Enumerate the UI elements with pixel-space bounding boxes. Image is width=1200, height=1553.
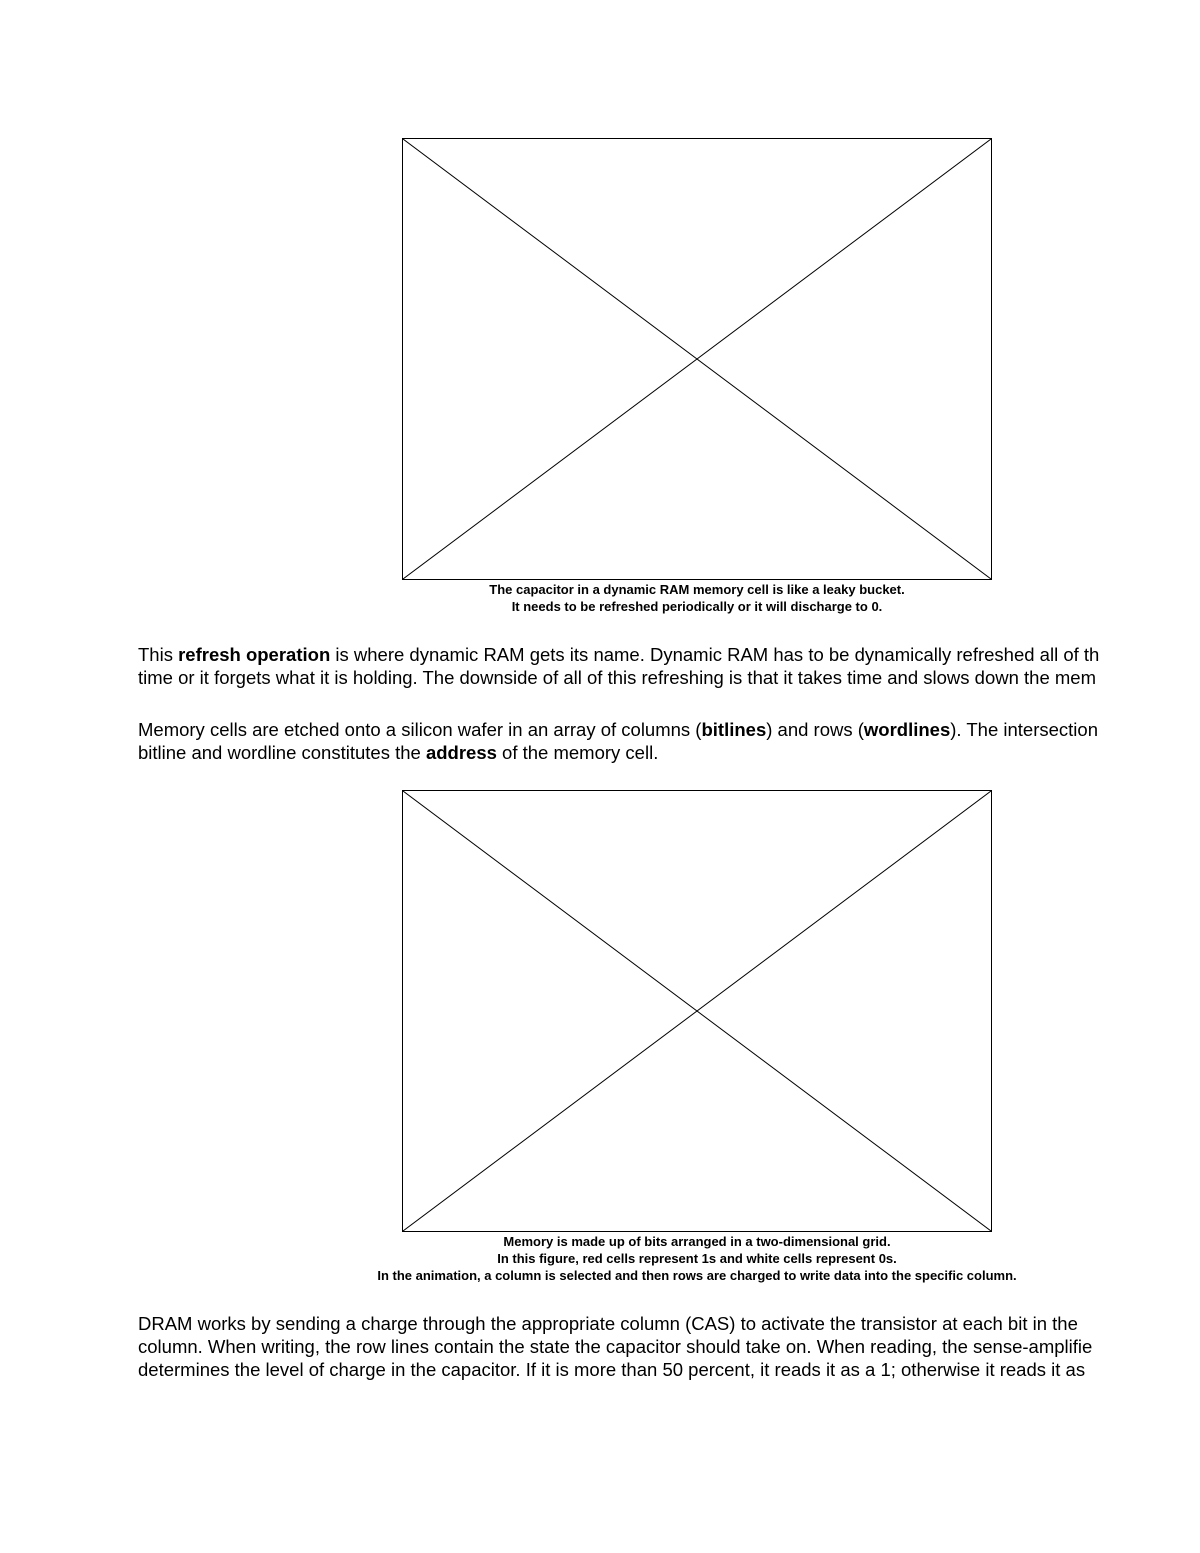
figure-2-caption-line: In the animation, a column is selected and then rows are charged to write data into the specific column. [377, 1268, 1017, 1283]
paragraph-line: time or it forgets what it is holding. The downside of all of this refreshing is that it takes time and slows down the mem [138, 667, 1096, 688]
paragraph-refresh-operation [138, 643, 1099, 689]
figure-2-image-placeholder [402, 790, 992, 1232]
figure-1-caption-line: The capacitor in a dynamic RAM memory cell is like a leaky bucket. [489, 582, 905, 597]
figure-1-image-placeholder [402, 138, 992, 580]
paragraph-dram-works [138, 1312, 1092, 1381]
figure-2-caption [97, 1233, 1200, 1284]
term-wordlines: wordlines [863, 719, 951, 740]
term-bitlines: bitlines [701, 719, 767, 740]
term-refresh-operation: refresh operation [178, 644, 331, 665]
figure-1-caption-line: It needs to be refreshed periodically or it will discharge to 0. [511, 599, 883, 614]
paragraph-memory-cells [138, 718, 1098, 764]
figure-2-caption-line: In this figure, red cells represent 1s and white cells represent 0s. [497, 1251, 897, 1266]
term-address: address [425, 742, 497, 763]
paragraph-line: This refresh operation is where dynamic RAM gets its name. Dynamic RAM has to be dynamically refreshed all of th [138, 644, 1100, 665]
figure-2-caption-line: Memory is made up of bits arranged in a two-dimensional grid. [503, 1234, 891, 1249]
paragraph-line: DRAM works by sending a charge through the appropriate column (CAS) to activate the transistor at each bit in the [138, 1313, 1078, 1334]
paragraph-line: column. When writing, the row lines contain the state the capacitor should take on. When reading, the sense-amplifie [138, 1336, 1093, 1357]
paragraph-line: Memory cells are etched onto a silicon wafer in an array of columns (bitlines) and rows (wordlines). The intersection [138, 719, 1098, 740]
paragraph-line: bitline and wordline constitutes the address of the memory cell. [138, 742, 659, 763]
placeholder-cross-icon [403, 791, 991, 1231]
placeholder-cross-icon [403, 139, 991, 579]
paragraph-line: determines the level of charge in the capacitor. If it is more than 50 percent, it reads it as a 1; otherwise it reads it as [138, 1359, 1086, 1380]
figure-1-caption [97, 581, 1200, 615]
